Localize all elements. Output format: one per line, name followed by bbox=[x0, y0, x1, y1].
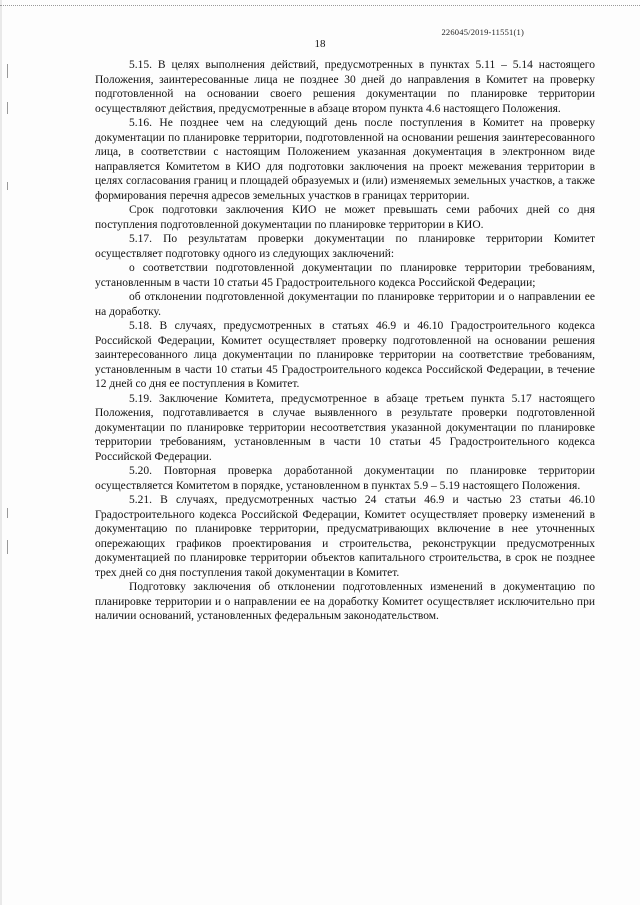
paragraph-rejection-grounds: Подготовку заключения об отклонении подготовленных изменений в документацию по планировке территории и о направлении ее на доработку Комитет осуществляет исключительно при наличии оснований, установленных федеральным законодательством. bbox=[95, 581, 595, 622]
paragraph-5-16: 5.16. Не позднее чем на следующий день после поступления в Комитет на проверку документации по планировке территории, подготовленной на основании решения заинтересованного лица, в соответствии с настоящим Положением указанная документация в электронном виде направляется Комитетом в КИО для подготовки заключения на проект межевания территории в целях согласования границ и площадей образуемых и (или) изменяемых земельных участков, а также формирования перечня адресов земельных участков в границах территории. bbox=[95, 117, 595, 202]
paragraph-5-17: 5.17. По результатам проверки документации по планировке территории Комитет осуществляет подготовку одного из следующих заключений: bbox=[95, 233, 595, 260]
document-body bbox=[95, 58, 595, 624]
margin-mark bbox=[7, 64, 8, 78]
paragraph-5-15: 5.15. В целях выполнения действий, предусмотренных в пунктах 5.11 – 5.14 настоящего Положения, заинтересованные лица не позднее 30 дней до направления в Комитет на проверку подготовленной на основании своего решения документации по планировке территории осуществляют действия, предусмотренные в абзаце втором пункта 4.6 настоящего Положения. bbox=[95, 59, 595, 115]
top-divider bbox=[0, 5, 640, 6]
margin-mark bbox=[7, 182, 8, 190]
paragraph-conclusion-rejection: об отклонении подготовленной документации по планировке территории и о направлении ее на доработку. bbox=[95, 291, 595, 318]
paragraph-5-21: 5.21. В случаях, предусмотренных частью 24 статьи 46.9 и частью 23 статьи 46.10 Градостроительного кодекса Российской Федерации, Комитет осуществляет проверку изменений в документацию по планировке территории, предусматривающих включение в нее уточненных опережающих графиков проектирования и строительства, реконструкции предусмотренных документацией по планировке территории объектов капитального строительства, в срок не позднее трех дней со дня поступления такой документации в Комитет. bbox=[95, 494, 595, 579]
paragraph-kio-deadline: Срок подготовки заключения КИО не может превышать семи рабочих дней со дня поступления подготовленной документации по планировке территории в КИО. bbox=[95, 204, 595, 231]
document-id: 226045/2019-11551(1) bbox=[441, 27, 524, 37]
margin-mark bbox=[7, 540, 8, 554]
binding-edge bbox=[0, 0, 2, 905]
page-number: 18 bbox=[314, 38, 326, 50]
margin-mark bbox=[7, 102, 8, 114]
paragraph-5-20: 5.20. Повторная проверка доработанной документации по планировке территории осуществляется Комитетом в порядке, установленном в пунктах 5.9 – 5.19 настоящего Положения. bbox=[95, 465, 595, 492]
paragraph-5-19: 5.19. Заключение Комитета, предусмотренное в абзаце третьем пункта 5.17 настоящего Положения, подготавливается в случае выявленного в результате проверки подготовленной документации по планировке территории несоответствия указанной документации по планировке территории требованиям, установленным в части 10 статьи 45 Градостроительного кодекса Российской Федерации. bbox=[95, 392, 595, 463]
paragraph-5-18: 5.18. В случаях, предусмотренных в статьях 46.9 и 46.10 Градостроительного кодекса Российской Федерации, Комитет осуществляет проверку подготовленной на основании решения заинтересованного лица документации по планировке территории на соответствие требованиям, установленным в части 10 статьи 45 Градостроительного кодекса Российской Федерации, в течение 12 дней со дня ее поступления в Комитет. bbox=[95, 320, 595, 390]
paragraph-conclusion-compliance: о соответствии подготовленной документации по планировке территории требованиям, установленным в части 10 статьи 45 Градостроительного кодекса Российской Федерации; bbox=[95, 262, 595, 289]
margin-mark bbox=[7, 508, 8, 518]
